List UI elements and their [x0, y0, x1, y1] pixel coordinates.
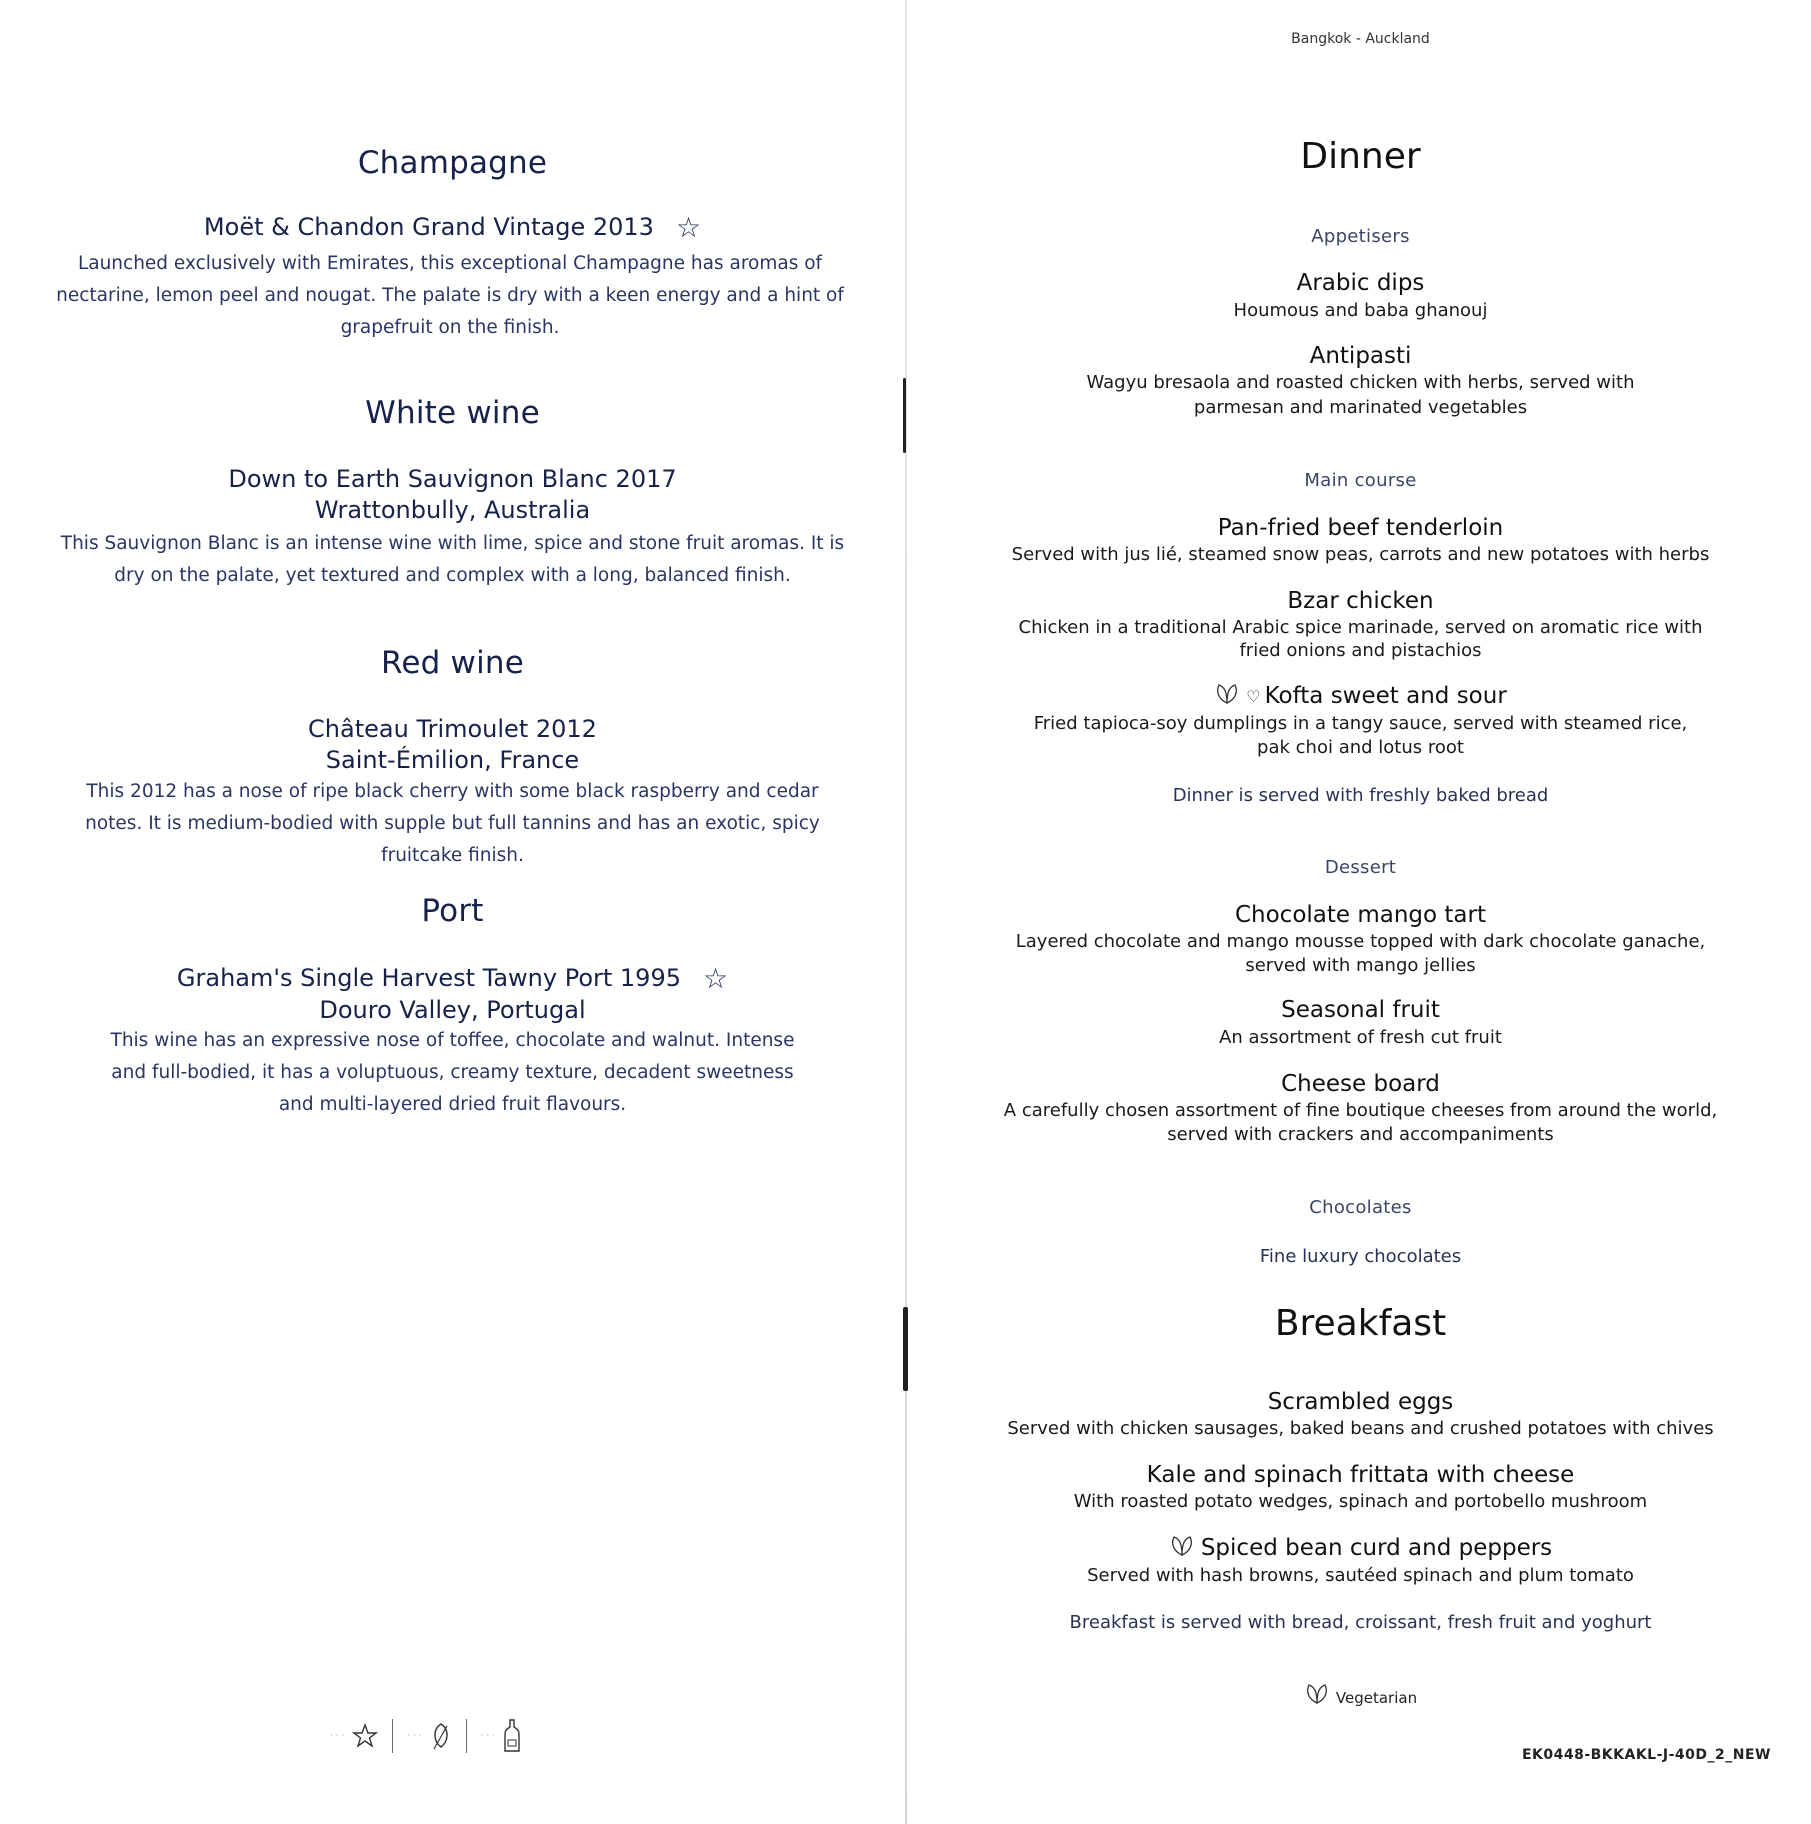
dish-description: A carefully chosen assortment of fine boutique cheeses from around the world, — [1003, 1100, 1718, 1121]
bottle-icon — [503, 1718, 521, 1754]
dish-name: Cheese board — [1281, 1071, 1440, 1097]
course-label-dessert: Dessert — [1324, 857, 1397, 878]
legend-text: · · · — [407, 1731, 422, 1741]
wine-page — [0, 0, 905, 1824]
vegetarian-leaf-icon — [1304, 1683, 1330, 1705]
wine-name: Graham's Single Harvest Tawny Port 1995 ☆ — [176, 962, 729, 995]
heart-icon: ♡ — [1246, 687, 1261, 706]
wine-description: Launched exclusively with Emirates, this exceptional Champagne has aromas of nectarine, lemon peel and nougat. The palate is dry with a keen energy and a hint of grapefruit on the finish. — [56, 253, 844, 338]
icon-legend — [330, 1718, 521, 1754]
fold-mark — [903, 378, 906, 453]
legend-divider — [466, 1719, 467, 1753]
section-title-champagne: Champagne — [357, 145, 548, 181]
wine-name: Down to Earth Sauvignon Blanc 2017 — [228, 465, 677, 493]
wine-description: This wine has an expressive nose of toffee, chocolate and walnut. Intense and full-bodied, it has a voluptuous, creamy texture, decadent sweetness and multi-layered dried fruit flavours. — [110, 1030, 795, 1115]
dish-description: Fried tapioca-soy dumplings in a tangy sauce, served with steamed rice, — [1033, 713, 1688, 734]
chocolates-text: Fine luxury chocolates — [1259, 1246, 1462, 1267]
breakfast-title: Breakfast — [1274, 1303, 1447, 1344]
dish-description: pak choi and lotus root — [1257, 737, 1464, 758]
dish-name: Chocolate mango tart — [1234, 902, 1487, 928]
dish-description: served with crackers and accompaniments — [1167, 1124, 1554, 1145]
page-fold — [905, 0, 907, 1824]
course-label-chocolates: Chocolates — [1309, 1197, 1412, 1218]
route-header: Bangkok - Auckland — [1291, 31, 1430, 47]
wine-origin: Wrattonbully, Australia — [314, 496, 591, 524]
fold-mark — [903, 1307, 908, 1391]
dish-name: Antipasti — [1309, 343, 1412, 369]
dinner-title: Dinner — [1300, 136, 1421, 177]
dish-description: Layered chocolate and mango mousse topped with dark chocolate ganache, — [1015, 931, 1706, 952]
legend-text: · · · — [330, 1731, 345, 1741]
dish-description: Houmous and baba ghanouj — [1233, 300, 1488, 321]
section-title-port: Port — [421, 893, 484, 929]
dish-description: Chicken in a traditional Arabic spice marinade, served on aromatic rice with — [1018, 617, 1703, 638]
star-icon — [352, 1723, 378, 1749]
dish-description: fried onions and pistachios — [1239, 640, 1482, 661]
course-label-main: Main course — [1304, 470, 1417, 491]
dish-description: With roasted potato wedges, spinach and portobello mushroom — [1073, 1491, 1648, 1512]
dish-name: Seasonal fruit — [1281, 997, 1440, 1023]
breakfast-note: Breakfast is served with bread, croissant, fresh fruit and yoghurt — [1069, 1612, 1652, 1633]
wine-origin: Saint-Émilion, France — [325, 746, 580, 774]
section-title-red-wine: Red wine — [380, 645, 525, 681]
dish-description: served with mango jellies — [1245, 955, 1476, 976]
wine-description: This 2012 has a nose of ripe black cherry with some black raspberry and cedar notes. It is medium-bodied with supple but full tannins and has an exotic, spicy fruitcake finish. — [85, 781, 820, 866]
dish-description: An assortment of fresh cut fruit — [1219, 1027, 1502, 1048]
meal-page — [910, 0, 1811, 1824]
dinner-bread-note: Dinner is served with freshly baked bread — [1172, 785, 1549, 806]
leaf-icon — [430, 1722, 452, 1750]
dish-description: Served with hash browns, sautéed spinach and plum tomato — [1087, 1565, 1634, 1586]
legend-divider — [392, 1719, 393, 1753]
wine-name: Château Trimoulet 2012 — [308, 715, 597, 743]
dish-description: Served with chicken sausages, baked beans and crushed potatoes with chives — [1007, 1418, 1714, 1439]
menu-code: EK0448-BKKAKL-J-40D_2_NEW — [1521, 1747, 1771, 1763]
dish-description: Served with jus lié, steamed snow peas, carrots and new potatoes with herbs — [1011, 544, 1710, 565]
dish-name: Pan-fried beef tenderloin — [1217, 515, 1504, 541]
star-icon: ☆ — [675, 211, 702, 244]
dish-description: parmesan and marinated vegetables — [1193, 397, 1528, 418]
vegetarian-leaf-icon — [1169, 1535, 1195, 1557]
vegetarian-leaf-icon — [1214, 683, 1240, 705]
legend-text: · · · — [480, 1731, 495, 1741]
dish-name-vegetarian: ♡ Kofta sweet and sour — [1020, 683, 1701, 710]
vegetarian-legend: Vegetarian — [1020, 1683, 1701, 1707]
dish-name-vegetarian: Spiced bean curd and peppers — [1020, 1535, 1701, 1562]
wine-origin: Douro Valley, Portugal — [319, 996, 586, 1024]
dish-name: Kale and spinach frittata with cheese — [1146, 1462, 1575, 1488]
dish-description: Wagyu bresaola and roasted chicken with herbs, served with — [1086, 372, 1635, 393]
dish-name: Bzar chicken — [1287, 588, 1434, 614]
course-label-appetisers: Appetisers — [1311, 226, 1410, 247]
wine-description: This Sauvignon Blanc is an intense wine with lime, spice and stone fruit aromas. It is dry on the palate, yet textured and complex with a long, balanced finish. — [60, 533, 845, 586]
star-icon: ☆ — [702, 962, 729, 995]
section-title-white-wine: White wine — [365, 395, 540, 431]
wine-name: Moët & Chandon Grand Vintage 2013 ☆ — [203, 211, 702, 244]
dish-name: Scrambled eggs — [1267, 1389, 1454, 1415]
dish-name: Arabic dips — [1296, 270, 1425, 296]
